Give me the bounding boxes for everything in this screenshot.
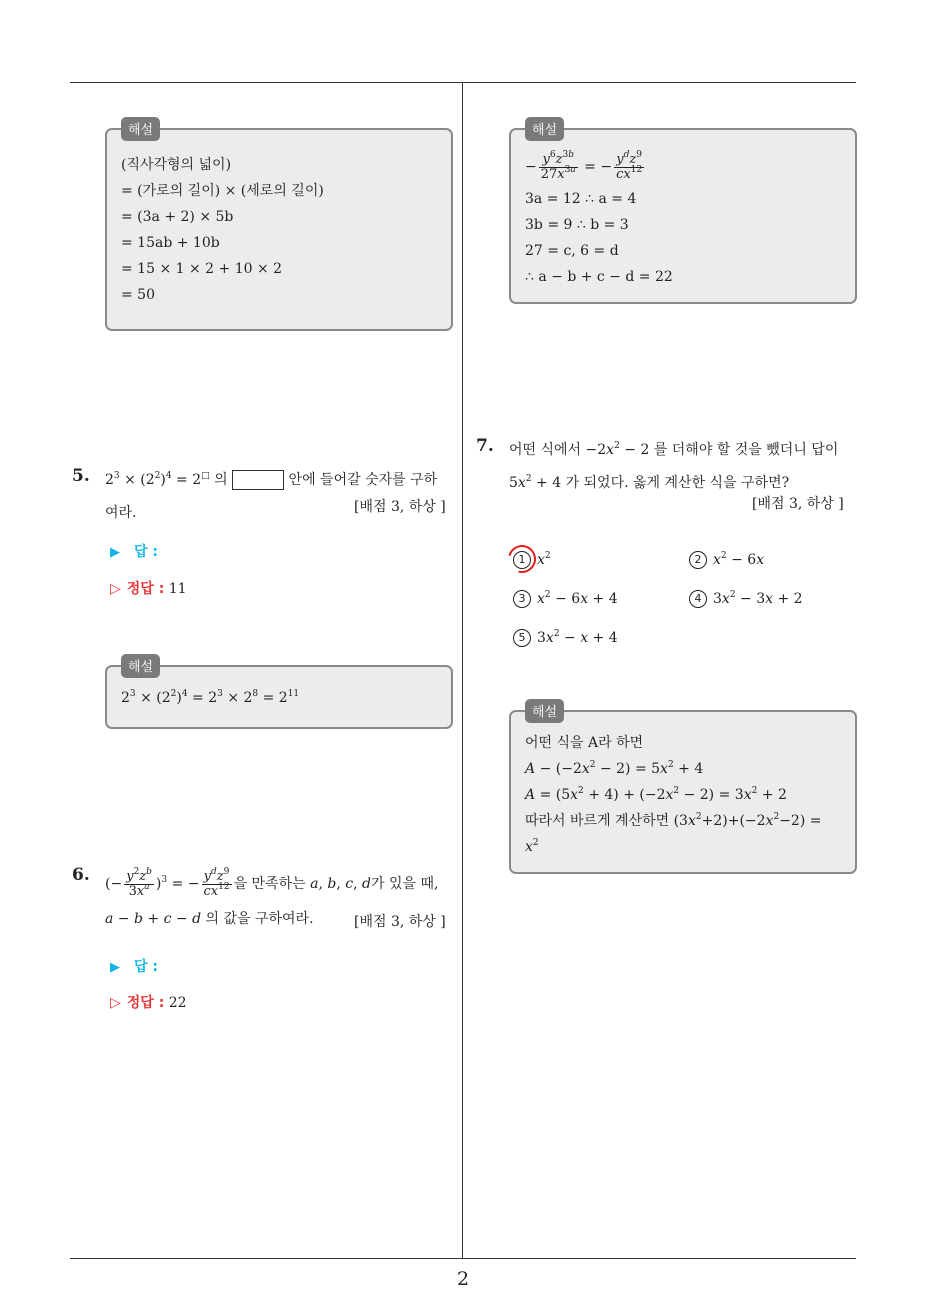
q6-explanation-box xyxy=(509,123,857,304)
choice-5[interactable]: 5 $3x^2 - x + 4$ xyxy=(513,629,618,647)
choice-2[interactable]: 2 $x^2 - 6x$ xyxy=(689,551,764,569)
question-number: 7. xyxy=(476,436,494,456)
question-line: 어떤 식에서 $-2x^2 - 2$ 를 더해야 할 것을 뺐더니 답이 xyxy=(509,441,839,458)
choice-number: 5 xyxy=(513,629,531,647)
question-text: 의 값을 구하여라. xyxy=(205,911,314,927)
question-7-text xyxy=(509,434,859,500)
explanation-line: = (가로의 길이) × (세로의 길이) xyxy=(121,183,324,199)
choice-number: 1 xyxy=(513,551,531,569)
page-number: 2 xyxy=(456,1268,470,1290)
choice-1[interactable]: 1 $x^2$ xyxy=(513,551,551,569)
score-label: [배점 3, 하상 ] xyxy=(752,496,844,512)
top-rule xyxy=(70,82,856,83)
explanation-line: $x^2$ xyxy=(525,838,539,855)
explanation-line: = 15 × 1 × 2 + 10 × 2 xyxy=(121,261,283,277)
correct-answer-row xyxy=(110,992,187,1012)
question-text: 가 있을 때, xyxy=(370,876,439,892)
outline-triangle-icon: ▷ xyxy=(110,995,121,1011)
score-label: [배점 3, 하상 ] xyxy=(354,914,446,930)
question-line: (− $\frac{y^2z^b}{3x^a}$ )$^3$ = − $\frac{y^dz^9}{cx^{12}}$ 을 만족하는 a, b, c, d가 있을 때, xyxy=(105,866,439,899)
question-6-line2 xyxy=(105,903,314,936)
question-line: $2^3 \times (2^2)^4 = 2^□$ 의 안에 들어갈 숫자를 구하 xyxy=(105,471,438,488)
answer-label: 답 : xyxy=(134,544,158,560)
choice-number: 3 xyxy=(513,590,531,608)
explanation-line: = (3a + 2) × 5b xyxy=(121,209,234,225)
q7-explanation-box xyxy=(509,705,857,874)
explanation-line: 27 = c, 6 = d xyxy=(525,243,619,259)
choice-number: 2 xyxy=(689,551,707,569)
answer-row xyxy=(110,541,158,561)
question-text: 를 더해야 할 것을 뺐더니 답이 xyxy=(653,442,839,458)
explanation-line: ∴ a − b + c − d = 22 xyxy=(525,269,673,285)
explanation-line: 3a = 12 ∴ a = 4 xyxy=(525,191,637,207)
bottom-rule xyxy=(70,1258,856,1259)
explanation-tab: 해설 xyxy=(121,117,160,141)
explanation-line: 어떤 식을 A라 하면 xyxy=(525,735,644,751)
explanation-line: 따라서 바르게 계산하면 $(3x^2+2)+(-2x^2-2)$ = xyxy=(525,812,822,829)
question-text: 가 되었다. 옳게 계산한 식을 구하면? xyxy=(565,475,790,491)
question-line: a − b + c − d 의 값을 구하여라. xyxy=(105,911,314,927)
question-text: 안에 들어갈 숫자를 구하 xyxy=(288,472,438,488)
explanation-line: 3b = 9 ∴ b = 3 xyxy=(525,217,629,233)
explanation-line: $2^3 \times (2^2)^4 = 2^3 \times 2^8 = 2^{11}$ xyxy=(121,689,300,706)
score-label: [배점 3, 하상 ] xyxy=(354,499,446,515)
outline-triangle-icon: ▷ xyxy=(110,581,121,597)
explanation-tab: 해설 xyxy=(121,654,160,678)
question-text: 을 만족하는 xyxy=(233,876,306,892)
correct-label: 정답 : xyxy=(126,581,165,597)
question-number: 6. xyxy=(72,865,90,885)
correct-label: 정답 : xyxy=(126,995,165,1011)
column-divider xyxy=(462,82,463,1258)
explanation-line: $A - (-2x^2 - 2) = 5x^2 + 4$ xyxy=(525,760,704,777)
play-triangle-icon: ▶ xyxy=(110,545,120,560)
correct-answer-row xyxy=(110,578,187,598)
explanation-text: 따라서 바르게 계산하면 xyxy=(525,813,670,829)
answer-label: 답 : xyxy=(134,959,158,975)
correct-answer-value: 22 xyxy=(168,995,187,1011)
choice-4[interactable]: 4 $3x^2 - 3x + 2$ xyxy=(689,590,803,608)
play-triangle-icon: ▶ xyxy=(110,960,120,975)
explanation-line: − $\frac{y^6z^{3b}}{27x^{3a}}$ = − $\frac{y^dz^9}{cx^{12}}$ xyxy=(525,149,643,182)
answer-row xyxy=(110,956,158,976)
question-text: 어떤 식에서 xyxy=(509,442,582,458)
choice-number: 4 xyxy=(689,590,707,608)
choice-3[interactable]: 3 $x^2 - 6x + 4$ xyxy=(513,590,618,608)
explanation-line: = 15ab + 10b xyxy=(121,235,220,251)
explanation-tab: 해설 xyxy=(525,699,564,723)
explanation-line: $A = (5x^2 + 4) + (-2x^2 - 2) = 3x^2 + 2$ xyxy=(525,786,787,803)
correct-answer-value: 11 xyxy=(168,581,187,597)
q4-explanation-box xyxy=(105,123,453,331)
question-line: $5x^2 + 4$ 가 되었다. 옳게 계산한 식을 구하면? xyxy=(509,474,790,491)
question-6-text xyxy=(105,864,455,904)
question-line: 여라. xyxy=(105,505,137,521)
explanation-line: = 50 xyxy=(121,287,155,303)
explanation-line: (직사각형의 넓이) xyxy=(121,157,232,173)
explanation-tab: 해설 xyxy=(525,117,564,141)
question-number: 5. xyxy=(72,466,90,486)
q5-explanation-box xyxy=(105,660,453,729)
answer-blank xyxy=(232,470,284,490)
